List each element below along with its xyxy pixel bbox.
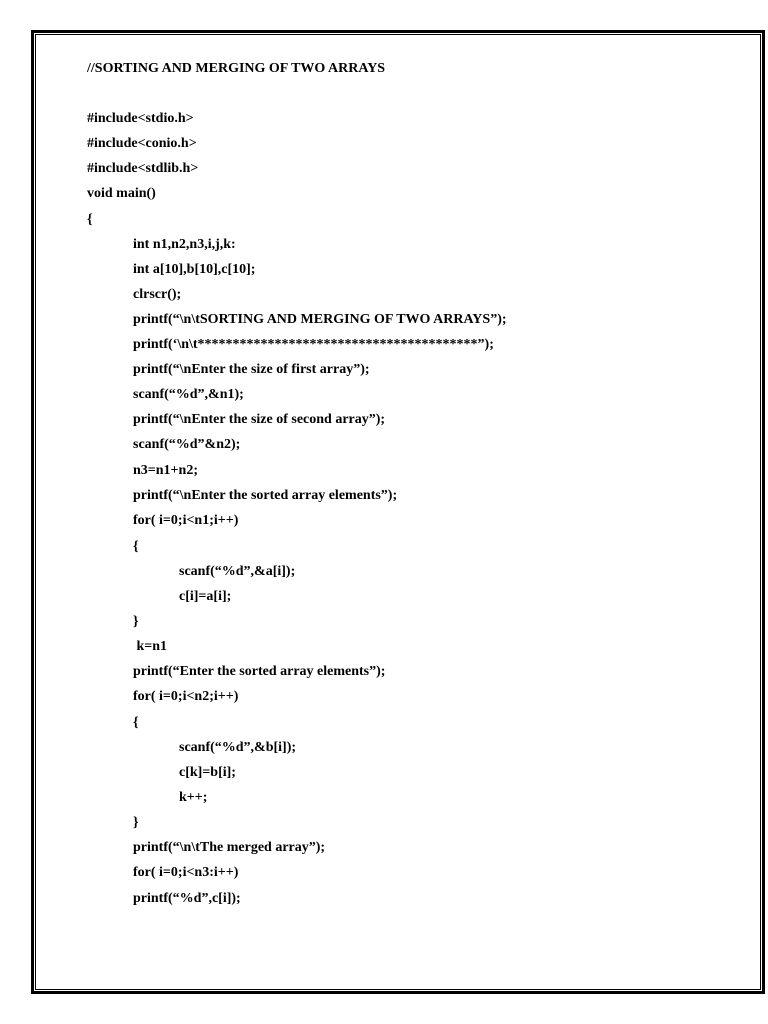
- code-line: {: [87, 212, 93, 227]
- code-line: printf(“\nEnter the sorted array elements”);: [133, 488, 398, 503]
- code-line: k++;: [179, 790, 208, 805]
- code-line: for( i=0;i<n3:i++): [133, 865, 239, 880]
- code-line: printf(‘\n\t****************************************”);: [133, 337, 494, 352]
- code-line: printf(“\n\tThe merged array”);: [133, 840, 326, 855]
- code-line: scanf(“%d”,&n1);: [133, 387, 244, 402]
- code-line: printf(“\nEnter the size of first array”);: [133, 362, 370, 377]
- code-line: printf(“\n\tSORTING AND MERGING OF TWO ARRAYS”);: [133, 312, 507, 327]
- code-line: {: [133, 715, 139, 730]
- code-line: int a[10],b[10],c[10];: [133, 262, 256, 277]
- code-line: clrscr();: [133, 287, 182, 302]
- code-line: scanf(“%d”,&a[i]);: [179, 564, 296, 579]
- code-line: scanf(“%d”,&b[i]);: [179, 740, 297, 755]
- code-line: c[k]=b[i];: [179, 765, 236, 780]
- code-line: #include<stdio.h>: [87, 111, 194, 126]
- code-line: n3=n1+n2;: [133, 463, 198, 478]
- code-line: #include<conio.h>: [87, 136, 197, 151]
- code-line: c[i]=a[i];: [179, 589, 232, 604]
- code-line: for( i=0;i<n1;i++): [133, 513, 239, 528]
- code-line: void main(): [87, 186, 156, 201]
- code-line: #include<stdlib.h>: [87, 161, 199, 176]
- code-line: printf(“Enter the sorted array elements”);: [133, 664, 386, 679]
- code-line: {: [133, 539, 139, 554]
- code-line: }: [133, 815, 139, 830]
- code-line: printf(“\nEnter the size of second array”);: [133, 412, 386, 427]
- code-line: scanf(“%d”&n2);: [133, 437, 241, 452]
- code-line: for( i=0;i<n2;i++): [133, 689, 239, 704]
- document-title: //SORTING AND MERGING OF TWO ARRAYS: [87, 61, 386, 76]
- code-line: printf(“%d”,c[i]);: [133, 891, 241, 906]
- code-line: }: [133, 614, 139, 629]
- code-line: int n1,n2,n3,i,j,k:: [133, 237, 236, 252]
- code-line: k=n1: [133, 639, 168, 654]
